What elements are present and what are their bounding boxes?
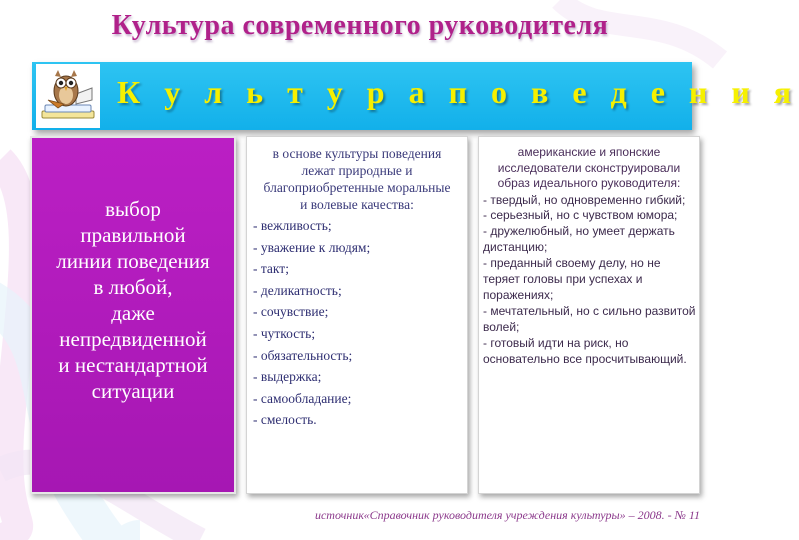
list-item: - готовый идти на риск, но основательно все просчитывающий. xyxy=(483,335,687,366)
list-item: - деликатность; xyxy=(253,282,342,298)
list-item: - твердый, но одновременно гибкий; xyxy=(483,192,686,207)
list-item: - вежливость; xyxy=(253,218,332,233)
left-line: даже xyxy=(111,301,155,325)
section-banner xyxy=(32,62,799,130)
ideal-leader-intro: американские и японские исследователи сконструировали образ идеального руководителя: xyxy=(497,145,681,190)
left-line: непредвиденной xyxy=(59,327,207,351)
list-item: - уважение к людям; xyxy=(253,239,371,255)
list-item: - серьезный, но с чувством юмора; xyxy=(483,208,678,223)
list-item: - смелость. xyxy=(253,412,317,428)
middle-column-card xyxy=(246,136,468,494)
left-line: ситуации xyxy=(91,379,175,403)
list-item: - чуткость; xyxy=(253,325,316,341)
left-line: и нестандартной xyxy=(58,353,208,377)
qualities-intro: в основе культуры поведения лежат природные и благоприобретенные моральные и волевые качества: xyxy=(263,146,451,212)
list-item: - обязательность; xyxy=(253,347,353,363)
left-line: выбор xyxy=(105,197,161,221)
list-item: - сочувствие; xyxy=(253,304,329,320)
page-title: Культура современного руководителя xyxy=(111,10,609,41)
owl-with-books-icon xyxy=(36,64,100,128)
ideal-leader-list xyxy=(483,193,697,368)
banner-title: К у л ь т у р а п о в е д е н и я xyxy=(117,74,799,110)
left-line: в любой, xyxy=(93,275,173,299)
list-item: - выдержка; xyxy=(253,369,322,385)
qualities-list xyxy=(253,215,467,431)
list-item: - преданный своему делу, но не теряет головы при успехах и поражениях; xyxy=(483,256,661,302)
right-column-card xyxy=(478,136,700,494)
list-item: - дружелюбный, но умеет держать дистанцию; xyxy=(483,224,675,255)
source-citation: источник«Справочник руководителя учреждения культуры» – 2008. - № 11 xyxy=(314,508,700,522)
left-line: правильной xyxy=(80,223,186,247)
behavior-choice-text xyxy=(32,196,234,404)
list-item: - мечтательный, но с сильно развитой волей; xyxy=(483,303,696,334)
list-item: - самообладание; xyxy=(253,390,352,406)
list-item: - такт; xyxy=(253,261,289,277)
left-column-card xyxy=(30,136,236,494)
left-line: линии поведения xyxy=(56,249,210,273)
